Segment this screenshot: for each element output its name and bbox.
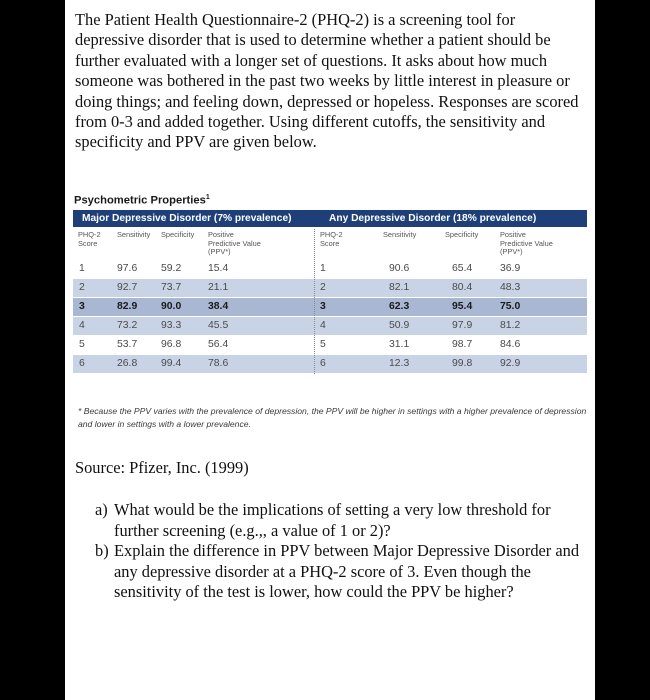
any-sensitivity-cell: 90.6 xyxy=(389,263,410,274)
any-sensitivity-cell: 50.9 xyxy=(389,320,410,331)
table-heading-footnote-mark: 1 xyxy=(205,194,210,201)
table-row-highlighted xyxy=(73,298,587,316)
intro-paragraph: The Patient Health Questionnaire-2 (PHQ-2) is a screening tool for depressive disorder that is used to determine whether a patient should be further evaluated with a longer set of questions. It asks about how much someone was bothered in the past two weeks by little interest in pleasure or doing things; and feeling down, depressed or hopeless. Responses are scored from 0-3 and added together. Using different cutoffs, the sensitivity and specificity and PPV are given below. xyxy=(75,10,579,152)
any-specificity-cell: 97.9 xyxy=(452,320,473,331)
any-ppv-cell: 92.9 xyxy=(500,358,521,369)
any-sensitivity-cell: 82.1 xyxy=(389,282,410,293)
any-sensitivity-cell: 12.3 xyxy=(389,358,410,369)
table-row xyxy=(73,336,587,354)
major-depressive-title: Major Depressive Disorder (7% prevalence) xyxy=(82,213,292,224)
any-score-cell: 4 xyxy=(320,320,326,331)
any-ppv-cell: 81.2 xyxy=(500,320,521,331)
major-sensitivity-cell: 82.9 xyxy=(117,301,138,312)
major-score-cell: 4 xyxy=(79,320,85,331)
major-score-cell: 5 xyxy=(79,339,85,350)
any-score-cell: 5 xyxy=(320,339,326,350)
any-ppv-cell: 36.9 xyxy=(500,263,521,274)
any-sensitivity-cell: 62.3 xyxy=(389,301,410,312)
major-sensitivity-cell: 92.7 xyxy=(117,282,138,293)
major-col-specificity: Specificity xyxy=(161,230,195,239)
major-sensitivity-cell: 97.6 xyxy=(117,263,138,274)
table-header-band xyxy=(73,210,587,227)
any-col-score: PHQ-2 Score xyxy=(320,230,343,248)
any-specificity-cell: 98.7 xyxy=(452,339,473,350)
major-score-cell: 3 xyxy=(79,301,85,312)
question-item xyxy=(95,541,587,603)
document-page xyxy=(65,0,595,700)
psychometric-properties-table xyxy=(70,193,591,441)
any-ppv-cell: 84.6 xyxy=(500,339,521,350)
question-marker: b) xyxy=(95,541,109,560)
any-sensitivity-cell: 31.1 xyxy=(389,339,410,350)
major-ppv-cell: 15.4 xyxy=(208,263,229,274)
major-ppv-cell: 78.6 xyxy=(208,358,229,369)
table-row xyxy=(73,355,587,373)
any-specificity-cell: 95.4 xyxy=(452,301,473,312)
table-heading xyxy=(74,194,210,207)
major-ppv-cell: 56.4 xyxy=(208,339,229,350)
major-specificity-cell: 96.8 xyxy=(161,339,182,350)
question-item xyxy=(95,500,587,541)
major-sensitivity-cell: 73.2 xyxy=(117,320,138,331)
any-col-ppv: Positive Predictive Value (PPV*) xyxy=(500,230,553,257)
question-list xyxy=(95,500,587,603)
question-text: Explain the difference in PPV between Major Depressive Disorder and any depressive disorder at a PHQ-2 score of 3. Even though the sensitivity of the test is lower, how could the PPV be higher? xyxy=(114,541,580,601)
table-footnote: * Because the PPV varies with the prevalence of depression, the PPV will be higher in settings with a higher prevalence of depression and lower in settings with a lower prevalence. xyxy=(78,406,587,429)
major-ppv-cell: 45.5 xyxy=(208,320,229,331)
any-specificity-cell: 80.4 xyxy=(452,282,473,293)
any-col-sensitivity: Sensitivity xyxy=(383,230,417,239)
table-heading-text: Psychometric Properties xyxy=(74,194,206,207)
major-specificity-cell: 90.0 xyxy=(161,301,182,312)
column-group-divider xyxy=(314,229,315,374)
any-score-cell: 6 xyxy=(320,358,326,369)
major-sensitivity-cell: 53.7 xyxy=(117,339,138,350)
major-col-sensitivity: Sensitivity xyxy=(117,230,151,239)
any-score-cell: 1 xyxy=(320,263,326,274)
major-col-score: PHQ-2 Score xyxy=(78,230,101,248)
major-specificity-cell: 93.3 xyxy=(161,320,182,331)
any-score-cell: 2 xyxy=(320,282,326,293)
table-row xyxy=(73,260,587,278)
major-score-cell: 6 xyxy=(79,358,85,369)
source-citation: Source: Pfizer, Inc. (1999) xyxy=(75,458,249,477)
major-col-ppv: Positive Predictive Value (PPV*) xyxy=(208,230,261,257)
any-depressive-title: Any Depressive Disorder (18% prevalence) xyxy=(329,213,537,224)
major-sensitivity-cell: 26.8 xyxy=(117,358,138,369)
major-specificity-cell: 59.2 xyxy=(161,263,182,274)
column-headers xyxy=(73,227,587,260)
major-ppv-cell: 38.4 xyxy=(208,301,229,312)
any-specificity-cell: 99.8 xyxy=(452,358,473,369)
major-specificity-cell: 73.7 xyxy=(161,282,182,293)
major-specificity-cell: 99.4 xyxy=(161,358,182,369)
question-marker: a) xyxy=(95,500,108,519)
any-col-specificity: Specificity xyxy=(445,230,479,239)
table-row xyxy=(73,317,587,335)
question-text: What would be the implications of setting a very low threshold for further screening (e.g.,, a value of 1 or 2)? xyxy=(114,500,551,540)
any-ppv-cell: 48.3 xyxy=(500,282,521,293)
major-ppv-cell: 21.1 xyxy=(208,282,229,293)
any-score-cell: 3 xyxy=(320,301,326,312)
table-row xyxy=(73,279,587,297)
any-ppv-cell: 75.0 xyxy=(500,301,521,312)
major-score-cell: 1 xyxy=(79,263,85,274)
any-specificity-cell: 65.4 xyxy=(452,263,473,274)
major-score-cell: 2 xyxy=(79,282,85,293)
